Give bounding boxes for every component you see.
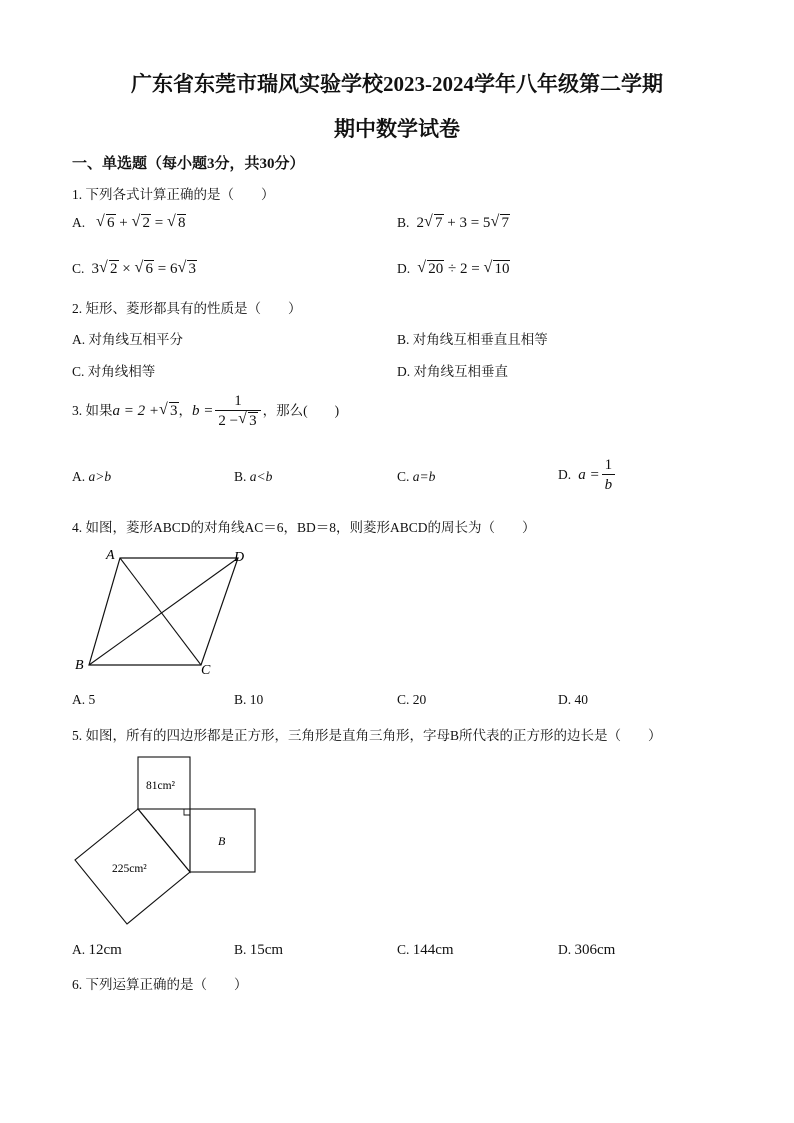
q4-option-c — [397, 692, 426, 708]
q2-option-d — [397, 360, 508, 380]
option-label: B. — [397, 332, 410, 347]
sqrt: √ 7 — [425, 215, 444, 232]
question-number: 2. — [72, 301, 83, 316]
q3-option-b — [234, 469, 272, 485]
question-text: 如图，所有的四边形都是正方形，三角形是直角三角形，字母B所代表的正方形的边长是（ ） — [85, 728, 662, 743]
option-formula: √ 6 + √ 2 = √ 8 — [89, 215, 187, 231]
option-text: a<b — [249, 469, 273, 484]
q5-option-a — [72, 942, 122, 959]
label-b: B — [218, 834, 226, 848]
label-225: 225cm² — [112, 863, 147, 875]
q2-option-a — [72, 328, 183, 348]
sqrt: √ 10 — [484, 261, 510, 278]
label-81: 81cm² — [146, 780, 175, 792]
q4-option-d — [558, 692, 588, 708]
option-formula: a = $\frac{1}{b}$ — [575, 467, 618, 483]
option-text: a>b — [88, 469, 112, 484]
option-label: C. — [72, 261, 85, 276]
option-label: C. — [397, 469, 410, 484]
option-label: C. — [397, 692, 410, 707]
option-text: 5 — [88, 692, 96, 707]
sqrt: √ 8 — [168, 215, 187, 232]
option-text: 15cm — [249, 942, 284, 958]
question-5 — [72, 724, 662, 744]
option-label: B. — [234, 692, 247, 707]
q5-option-d — [558, 942, 615, 959]
q4-option-b — [234, 692, 263, 708]
question-number: 3. — [72, 402, 83, 418]
option-label: B. — [397, 215, 410, 230]
right-angle-marker — [184, 809, 190, 815]
q3-option-d — [558, 456, 617, 495]
question-number: 4. — [72, 520, 83, 535]
formula-a: a = 2 +√ 3 — [113, 403, 179, 419]
option-label: A. — [72, 469, 86, 484]
question-4 — [72, 516, 536, 536]
option-label: B. — [234, 942, 247, 957]
q3-option-c — [397, 469, 435, 485]
q1-option-a — [72, 215, 186, 232]
option-formula: 3√ 2 × √ 6 = 6√ 3 — [88, 261, 197, 277]
option-label: A. — [72, 942, 86, 957]
option-text: 对角线互相垂直且相等 — [412, 332, 548, 347]
sqrt: √ 7 — [491, 215, 510, 232]
option-formula: 2√ 7 + 3 = 5√ 7 — [413, 215, 510, 231]
question-3: 3. 如果a = 2 +√ 3，b = $\frac{1}{2 -√ 3}$ ，那么( ) — [72, 392, 339, 431]
question-number: 1. — [72, 187, 83, 202]
option-label: A. — [72, 215, 86, 230]
sqrt: √ 20 — [418, 261, 444, 278]
q3-option-a — [72, 469, 111, 485]
q4-option-a — [72, 692, 95, 708]
option-text: 对角线互相平分 — [88, 332, 183, 347]
sqrt: √ 6 — [135, 261, 154, 278]
formula-b: b = $\frac{1}{2 -√ 3}$ — [192, 403, 263, 419]
vertex-label-c: C — [201, 663, 211, 678]
option-label: C. — [397, 942, 410, 957]
option-label: A. — [72, 332, 86, 347]
diagonal-bd — [89, 558, 238, 665]
vertex-label-b: B — [75, 658, 84, 673]
option-text: 对角线互相垂直 — [413, 364, 508, 379]
option-label: D. — [558, 692, 572, 707]
option-text: 20 — [412, 692, 427, 707]
q2-option-c — [72, 360, 155, 380]
option-text: 10 — [249, 692, 264, 707]
option-label: B. — [234, 469, 247, 484]
q5-option-b — [234, 942, 283, 959]
sqrt: √ 6 — [97, 215, 116, 232]
section-heading: 一、单选题（每小题3分，共30分） — [72, 156, 305, 172]
option-formula: √ 20 ÷ 2 = √ 10 — [414, 261, 511, 277]
option-label: D. — [558, 466, 572, 482]
question-text: 矩形、菱形都具有的性质是（ ） — [85, 301, 302, 316]
option-text: 40 — [574, 692, 588, 707]
vertex-label-a: A — [106, 548, 115, 563]
option-label: C. — [72, 364, 85, 379]
sqrt: √ 2 — [132, 215, 151, 232]
question-text: 如图，菱形ABCD的对角线AC＝6，BD＝8，则菱形ABCD的周长为（ ） — [85, 520, 536, 535]
sqrt: √ 3 — [178, 261, 197, 278]
question-text: 如果 — [85, 402, 113, 418]
pythagoras-squares-figure — [70, 752, 270, 932]
question-number: 5. — [72, 728, 83, 743]
question-text: 下列运算正确的是（ ） — [85, 977, 248, 992]
option-label: D. — [397, 261, 411, 276]
q2-option-b — [397, 328, 548, 348]
option-text: 306cm — [574, 942, 616, 958]
option-text: 12cm — [88, 942, 122, 958]
diagonal-ac — [120, 558, 201, 665]
sqrt: √ 2 — [100, 261, 119, 278]
q1-option-b — [397, 215, 510, 232]
rhombus-figure — [70, 545, 270, 680]
q5-option-c — [397, 942, 454, 959]
question-1 — [72, 183, 275, 203]
q1-option-d — [397, 261, 510, 278]
question-2 — [72, 297, 302, 317]
exam-title-line1: 广东省东莞市瑞风实验学校2023-2024学年八年级第二学期 — [131, 72, 663, 96]
option-text: a=b — [412, 469, 436, 484]
option-text: 144cm — [412, 942, 454, 958]
question-text: 下列各式计算正确的是（ ） — [85, 187, 275, 202]
option-text: 对角线相等 — [87, 364, 156, 379]
vertex-label-d: D — [234, 550, 245, 565]
option-label: D. — [397, 364, 411, 379]
q1-option-c — [72, 261, 197, 278]
option-label: D. — [558, 942, 572, 957]
question-number: 6. — [72, 977, 83, 992]
exam-title-line2: 期中数学试卷 — [334, 117, 460, 141]
option-label: A. — [72, 692, 86, 707]
question-6 — [72, 973, 248, 993]
question-text-suffix: ，那么( ) — [262, 402, 340, 418]
